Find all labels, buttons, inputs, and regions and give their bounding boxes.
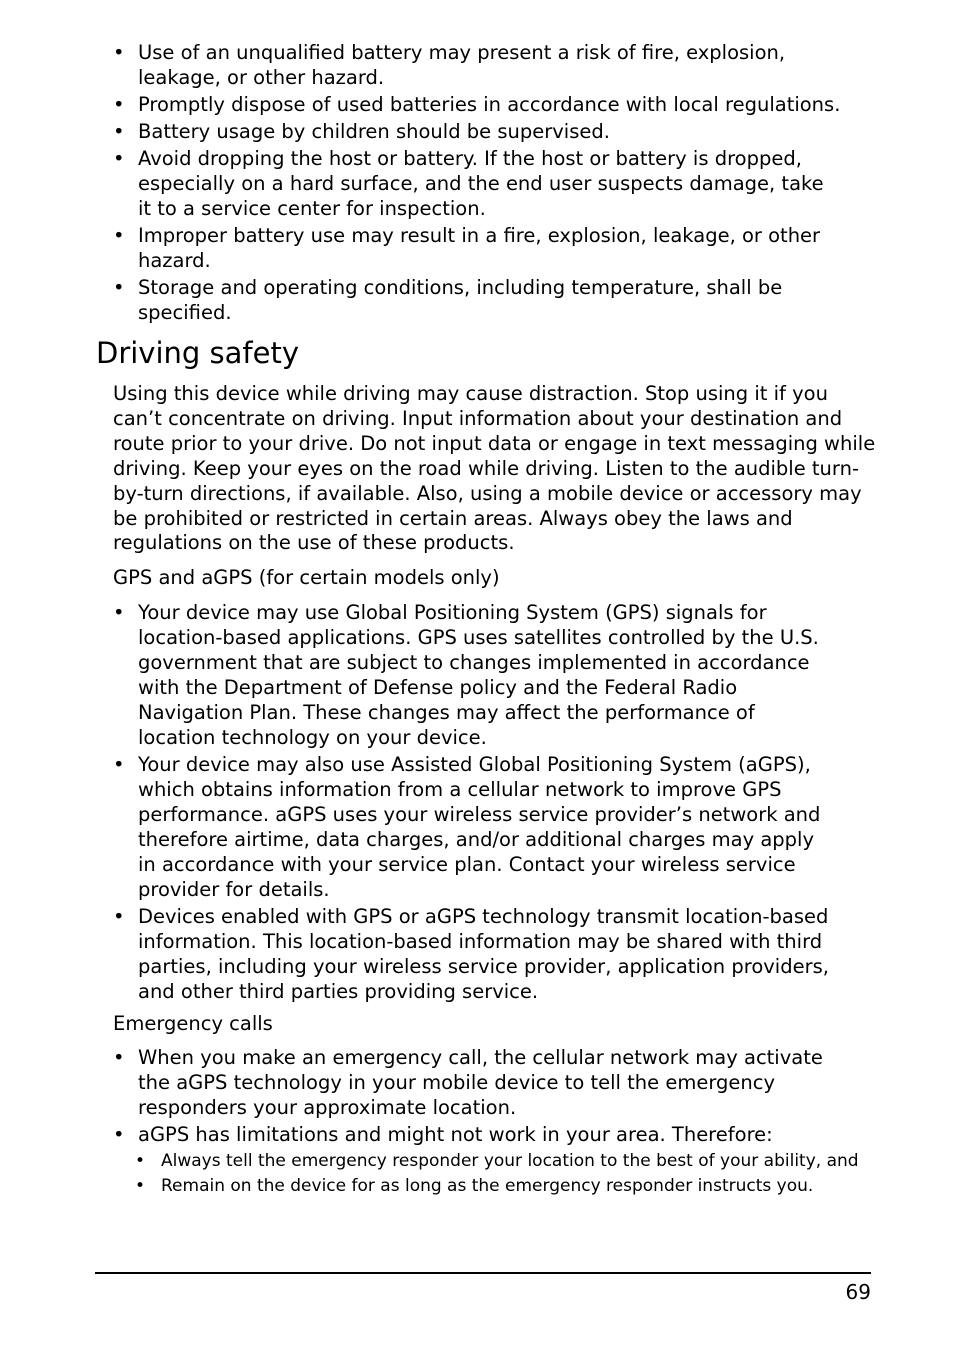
section-heading-driving-safety: Driving safety xyxy=(96,336,299,370)
page-number: 69 xyxy=(845,1280,871,1304)
bullet-icon: • xyxy=(113,93,125,116)
gps-bullet-list xyxy=(113,600,833,1006)
emergency-bullet-list xyxy=(113,1045,833,1149)
list-item-text: Improper battery use may result in a fire, explosion, leakage, or other hazard. xyxy=(138,224,821,272)
list-item xyxy=(113,40,833,90)
list-item-text: When you make an emergency call, the cellular network may activate the aGPS technology in your mobile device to tell the emergency responders your approximate location. xyxy=(138,1046,823,1119)
list-item-text: Your device may also use Assisted Global Positioning System (aGPS), which obtains information from a cellular network to improve GPS performance. aGPS uses your wireless service provider’s network and therefore airtime, data charges, and/or additional charges may apply in accordance with your service plan. Contact your wireless service provider for details. xyxy=(138,753,821,901)
list-item-text: Devices enabled with GPS or aGPS technology transmit location-based information. This location-based information may be shared with third parties, including your wireless service provider, application providers, and other third parties providing service. xyxy=(138,905,829,1003)
list-item-text: Storage and operating conditions, including temperature, shall be specified. xyxy=(138,276,783,324)
list-item xyxy=(113,92,841,117)
list-item xyxy=(113,1122,833,1147)
list-item xyxy=(113,146,833,221)
gps-subheading: GPS and aGPS (for certain models only) xyxy=(113,566,500,589)
bullet-icon: • xyxy=(135,1151,146,1171)
list-item xyxy=(113,119,833,144)
emergency-calls-subheading: Emergency calls xyxy=(113,1012,273,1035)
list-item xyxy=(113,275,833,325)
bullet-icon: • xyxy=(113,276,125,299)
list-item-text: Your device may use Global Positioning System (GPS) signals for location-based applications. GPS uses satellites controlled by the U.S. government that are subject to changes implemented in accordance with the Department of Defense policy and the Federal Radio Navigation Plan. These changes may affect the performance of location technology on your device. xyxy=(138,601,819,749)
bullet-icon: • xyxy=(113,1046,125,1069)
list-item xyxy=(113,223,833,273)
bullet-icon: • xyxy=(113,147,125,170)
list-item xyxy=(113,600,833,750)
list-item xyxy=(113,1045,833,1120)
list-item-text: Use of an unqualified battery may present a risk of fire, explosion, leakage, or other hazard. xyxy=(138,41,786,89)
bullet-icon: • xyxy=(113,120,125,143)
list-item-text: Avoid dropping the host or battery. If the host or battery is dropped, especially on a hard surface, and the end user suspects damage, take it to a service center for inspection. xyxy=(138,147,824,220)
bullet-icon: • xyxy=(113,1123,125,1146)
footer-divider xyxy=(95,1272,871,1274)
list-item-text: aGPS has limitations and might not work in your area. Therefore: xyxy=(138,1123,773,1146)
bullet-icon: • xyxy=(113,41,125,64)
list-item-text: Battery usage by children should be supervised. xyxy=(138,120,610,143)
bullet-icon: • xyxy=(113,753,125,776)
list-item-text: Remain on the device for as long as the emergency responder instructs you. xyxy=(161,1176,814,1196)
bullet-icon: • xyxy=(113,905,125,928)
list-item xyxy=(113,752,833,902)
bullet-icon: • xyxy=(113,601,125,624)
list-item xyxy=(135,1149,875,1174)
list-item xyxy=(113,904,833,1004)
list-item xyxy=(135,1174,875,1199)
driving-safety-paragraph: Using this device while driving may cause distraction. Stop using it if you can’t concentrate on driving. Input information about your destination and route prior to your drive. Do not input data or engage in text messaging while driving. Keep your eyes on the road while driving. Listen to the audible turn-by-turn directions, if available. Also, using a mobile device or accessory may be prohibited or restricted in certain areas. Always obey the laws and regulations on the use of these products. xyxy=(113,382,876,555)
list-item-text: Always tell the emergency responder your location to the best of your ability, and xyxy=(161,1151,859,1171)
list-item-text: Promptly dispose of used batteries in accordance with local regulations. xyxy=(138,93,841,116)
battery-bullet-list xyxy=(113,40,841,327)
bullet-icon: • xyxy=(113,224,125,247)
bullet-icon: • xyxy=(135,1176,146,1196)
emergency-sub-bullet-list xyxy=(135,1149,875,1199)
